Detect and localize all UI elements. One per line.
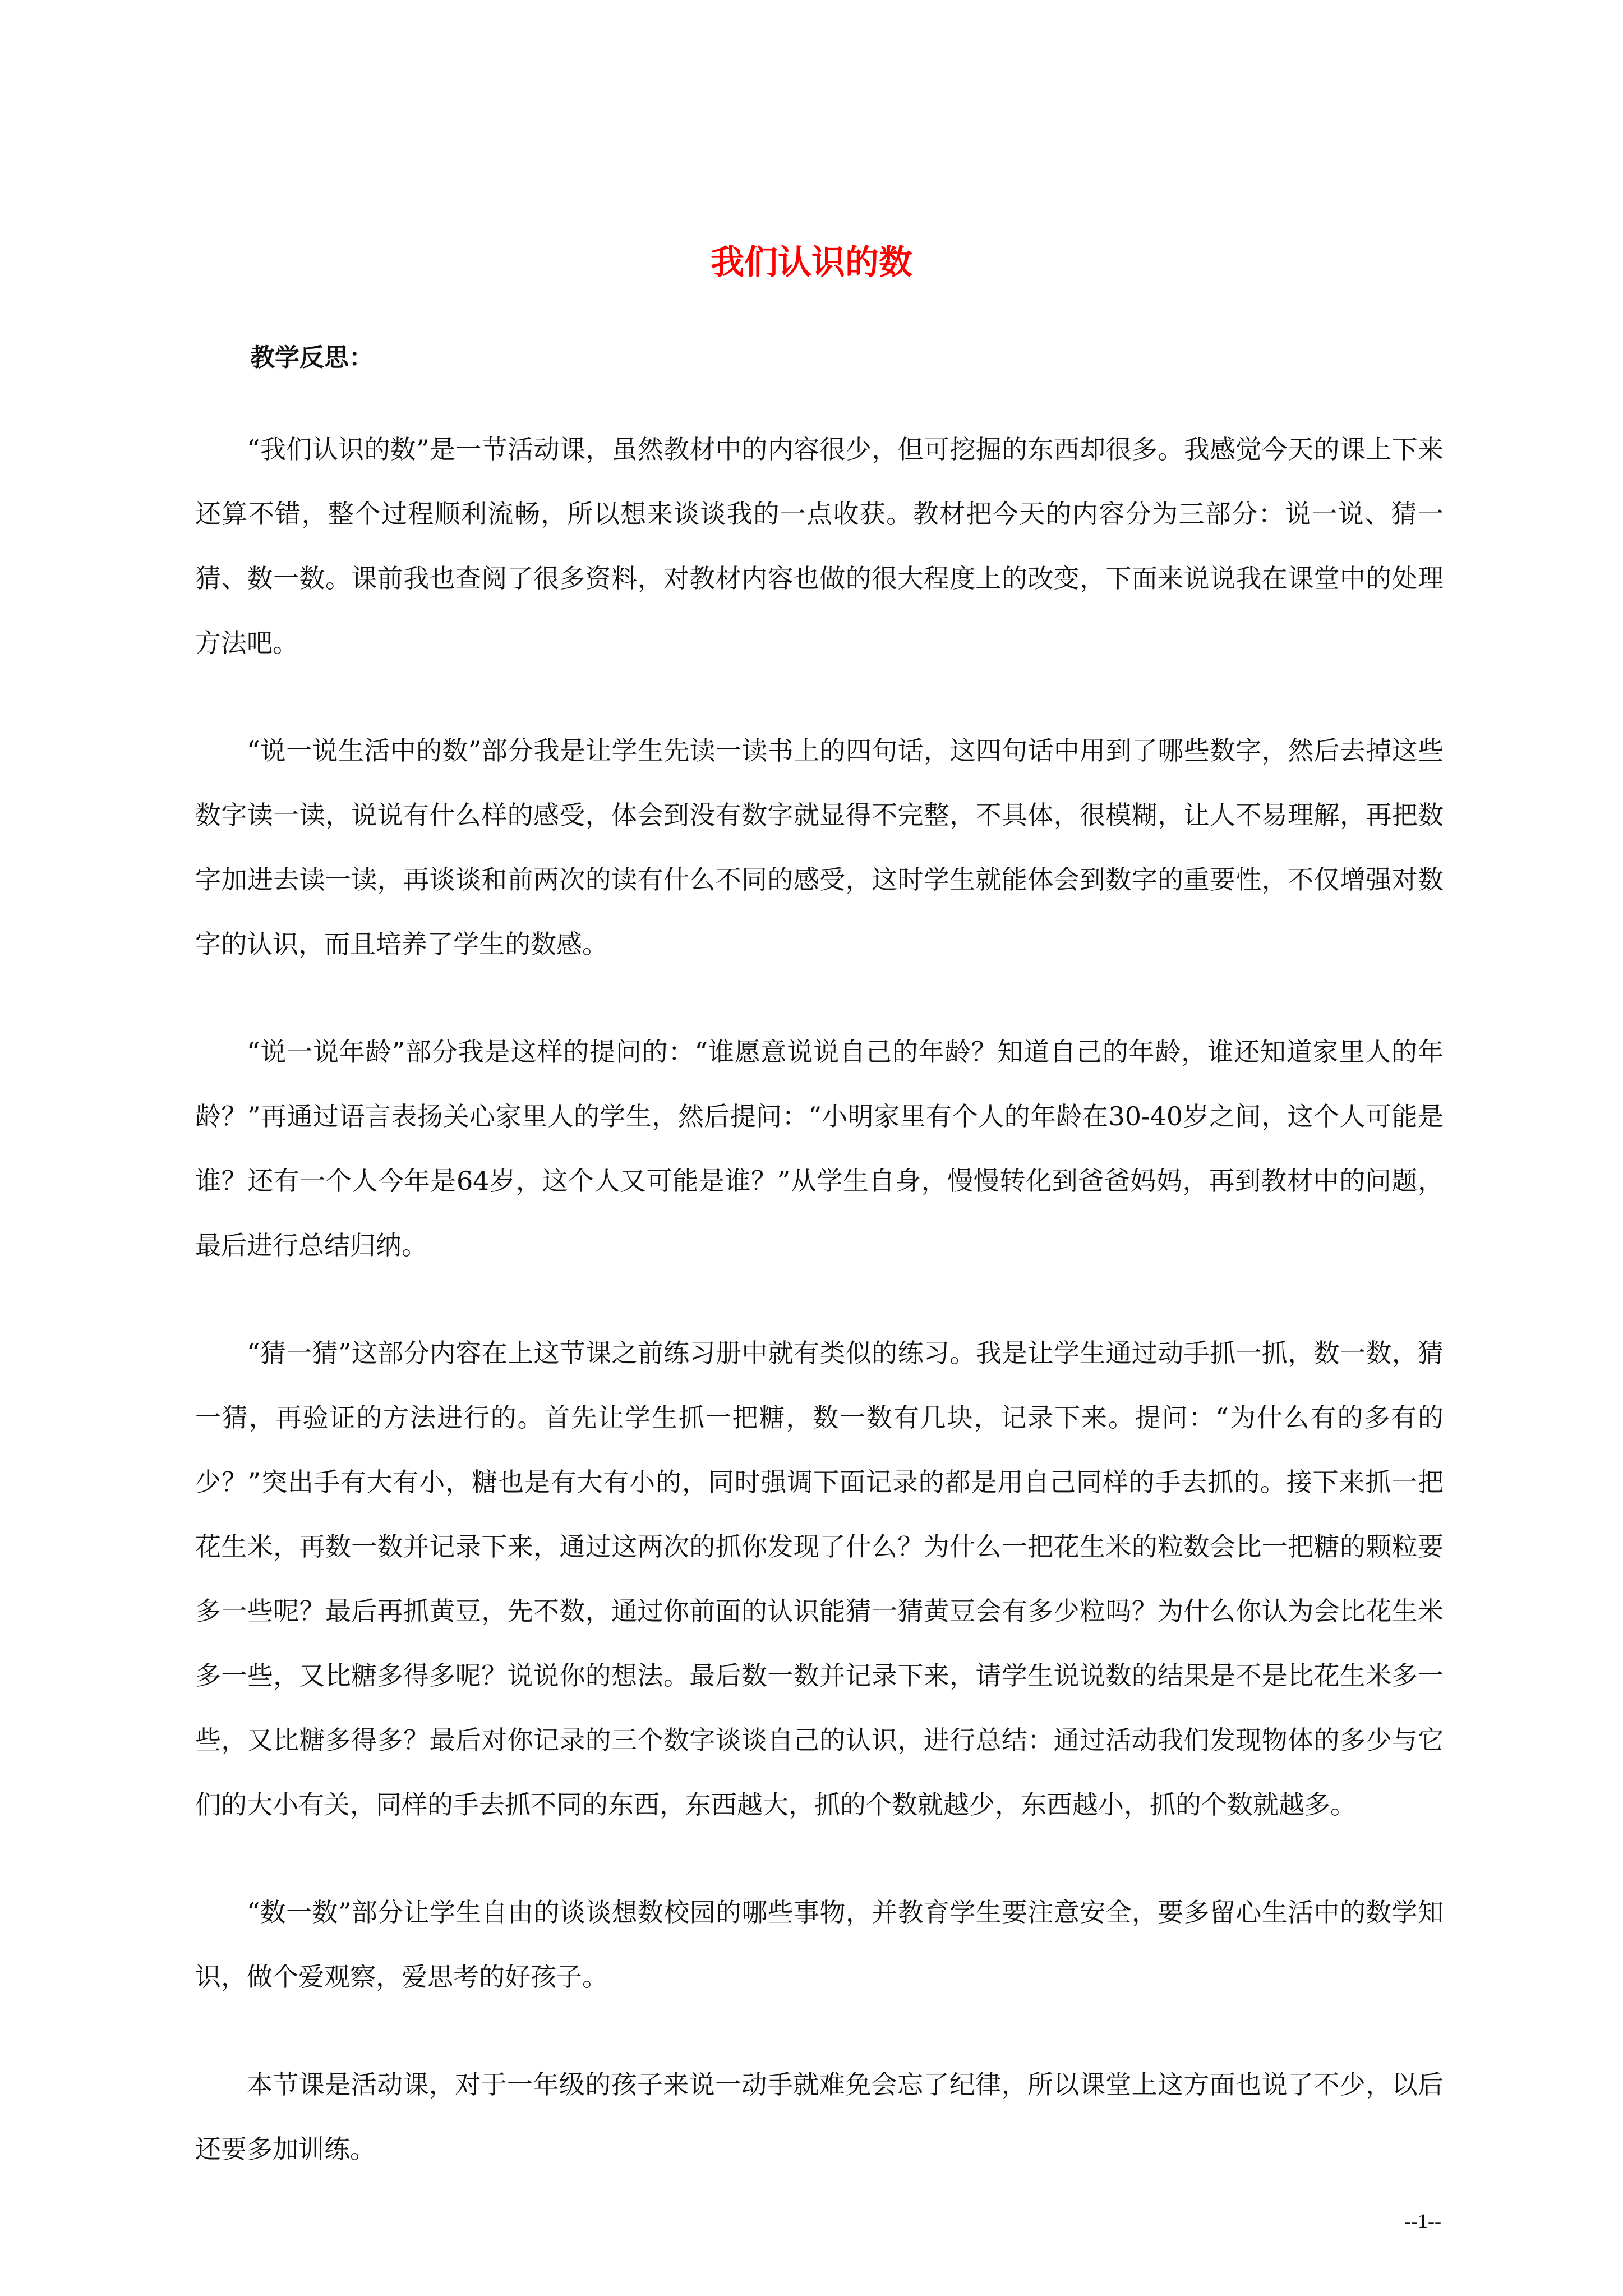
paragraph-count: “数一数”部分让学生自由的谈谈想数校园的哪些事物，并教育学生要注意安全，要多留心生活中的数学知识，做个爱观察，爱思考的好孩子。	[195, 1897, 1444, 1992]
section-heading: 教学反思：	[250, 343, 374, 372]
paragraph-numbers-in-life: “说一说生活中的数”部分我是让学生先读一读书上的四句话，这四句话中用到了哪些数字，然后去掉这些数字读一读，说说有什么样的感受，体会到没有数字就显得不完整，不具体，很模糊，让人不易理解，再把数字加进去读一读，再谈谈和前两次的读有什么不同的感受，这时学生就能体会到数字的重要性，不仅增强对数字的认识，而且培养了学生的数感。	[195, 735, 1444, 959]
paragraph-intro: “我们认识的数”是一节活动课，虽然教材中的内容很少，但可挖掘的东西却很多。我感觉今天的课上下来还算不错，整个过程顺利流畅，所以想来谈谈我的一点收获。教材把今天的内容分为三部分：说一说、猜一猜、数一数。课前我也查阅了很多资料，对教材内容也做的很大程度上的改变，下面来说说我在课堂中的处理方法吧。	[195, 434, 1444, 658]
paragraph-age: “说一说年龄”部分我是这样的提问的：“谁愿意说说自己的年龄？知道自己的年龄，谁还知道家里人的年龄？”再通过语言表扬关心家里人的学生，然后提问：“小明家里有个人的年龄在30-40岁之间，这个人可能是谁？还有一个人今年是64岁，这个人又可能是谁？”从学生自身，慢慢转化到爸爸妈妈，再到教材中的问题，最后进行总结归纳。	[195, 1037, 1444, 1260]
document-body	[195, 417, 1444, 2225]
paragraph-guess: “猜一猜”这部分内容在上这节课之前练习册中就有类似的练习。我是让学生通过动手抓一抓，数一数，猜一猜，再验证的方法进行的。首先让学生抓一把糖，数一数有几块，记录下来。提问：“为什么有的多有的少？”突出手有大有小，糖也是有大有小的，同时强调下面记录的都是用自己同样的手去抓的。接下来抓一把花生米，再数一数并记录下来，通过这两次的抓你发现了什么？为什么一把花生米的粒数会比一把糖的颗粒要多一些呢？最后再抓黄豆，先不数，通过你前面的认识能猜一猜黄豆会有多少粒吗？为什么你认为会比花生米多一些，又比糖多得多呢？说说你的想法。最后数一数并记录下来，请学生说说数的结果是不是比花生米多一些，又比糖多得多？最后对你记录的三个数字谈谈自己的认识，进行总结：通过活动我们发现物体的多少与它们的大小有关，同样的手去抓不同的东西，东西越大，抓的个数就越少，东西越小，抓的个数就越多。	[195, 1338, 1444, 1820]
document-title: 我们认识的数	[711, 243, 912, 282]
page-number: --1--	[1404, 2210, 1441, 2232]
paragraph-summary: 本节课是活动课，对于一年级的孩子来说一动手就难免会忘了纪律，所以课堂上这方面也说了不少，以后还要多加训练。	[195, 2069, 1444, 2164]
